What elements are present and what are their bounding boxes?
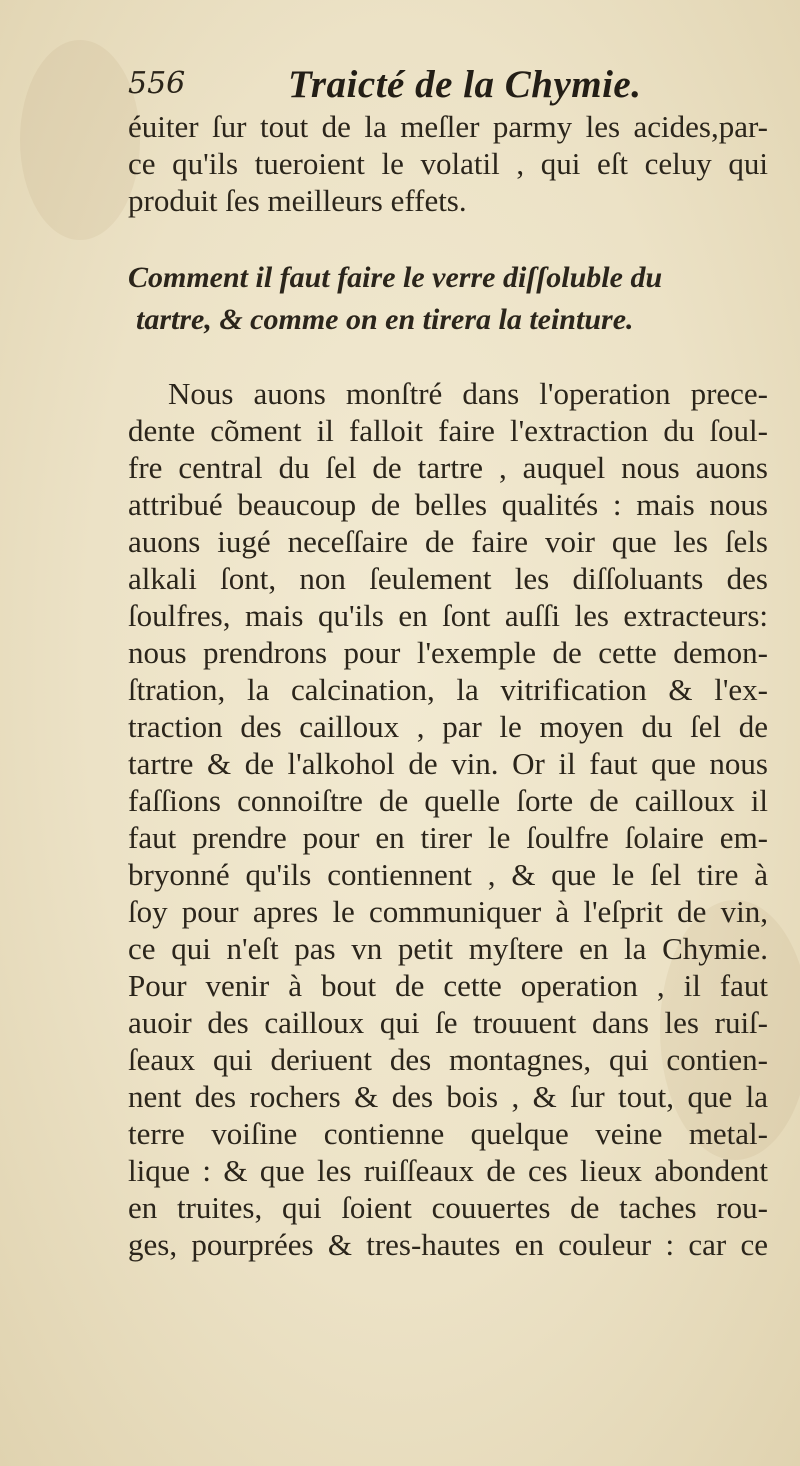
text-line: ſtration, la calcination, la vitrification & l'ex- bbox=[128, 672, 768, 707]
text-line: terre voiſine contienne quelque veine metal- bbox=[128, 1116, 768, 1151]
heading-line: Comment il faut faire le verre diſſoluble du bbox=[128, 261, 663, 294]
text-line: ges, pourprées & tres-hautes en couleur : car ce bbox=[128, 1227, 768, 1262]
text-line: auoir des cailloux qui ſe trouuent dans les ruiſ- bbox=[128, 1005, 768, 1040]
continued-paragraph bbox=[128, 108, 768, 219]
text-line: alkali ſont, non ſeulement les diſſoluants des bbox=[128, 561, 768, 596]
text-line: nous prendrons pour l'exemple de cette demon- bbox=[128, 635, 768, 670]
text-line: faut prendre pour en tirer le ſoulfre ſolaire em- bbox=[128, 820, 768, 855]
text-line: nent des rochers & des bois , & ſur tout, que la bbox=[128, 1079, 768, 1114]
page-header bbox=[128, 62, 688, 108]
text-line: bryonné qu'ils contiennent , & que le ſel tire à bbox=[128, 857, 768, 892]
text-line: ſeaux qui deriuent des montagnes, qui contien- bbox=[128, 1042, 768, 1077]
text-line: ſoy pour apres le communiquer à l'eſprit de vin, bbox=[128, 894, 768, 929]
text-line: ſoulfres, mais qu'ils en ſont auſſi les extracteurs: bbox=[128, 598, 768, 633]
text-line: produit ſes meilleurs effets. bbox=[128, 183, 467, 218]
text-line: tartre & de l'alkohol de vin. Or il faut que nous bbox=[128, 746, 768, 781]
text-line: dente cõment il falloit faire l'extraction du ſoul- bbox=[128, 413, 768, 448]
text-line: Nous auons monſtré dans l'operation prece- bbox=[168, 376, 768, 411]
page-number: 556 bbox=[128, 66, 186, 101]
section-heading bbox=[128, 257, 768, 341]
text-line: faſſions connoiſtre de quelle ſorte de cailloux il bbox=[128, 783, 768, 818]
heading-line: tartre, & comme on en tirera la teinture. bbox=[136, 303, 634, 336]
text-line: en truites, qui ſoient couuertes de taches rou- bbox=[128, 1190, 768, 1225]
text-line: fre central du ſel de tartre , auquel nous auons bbox=[128, 450, 768, 485]
paper-stain bbox=[20, 40, 140, 240]
text-line: lique : & que les ruiſſeaux de ces lieux abondent bbox=[128, 1153, 768, 1188]
text-block bbox=[128, 108, 768, 1263]
text-line: Pour venir à bout de cette operation , il faut bbox=[128, 968, 768, 1003]
text-line: attribué beaucoup de belles qualités : mais nous bbox=[128, 487, 768, 522]
text-line: ce qu'ils tueroient le volatil , qui eſt celuy qui bbox=[128, 146, 768, 181]
running-title: Traicté de la Chymie. bbox=[288, 63, 642, 106]
body-paragraph bbox=[128, 375, 768, 1263]
text-line: ce qui n'eſt pas vn petit myſtere en la Chymie. bbox=[128, 931, 768, 966]
text-line: éuiter ſur tout de la meſler parmy les acides,par- bbox=[128, 109, 768, 144]
text-line: auons iugé neceſſaire de faire voir que les ſels bbox=[128, 524, 768, 559]
text-line: traction des cailloux , par le moyen du ſel de bbox=[128, 709, 768, 744]
